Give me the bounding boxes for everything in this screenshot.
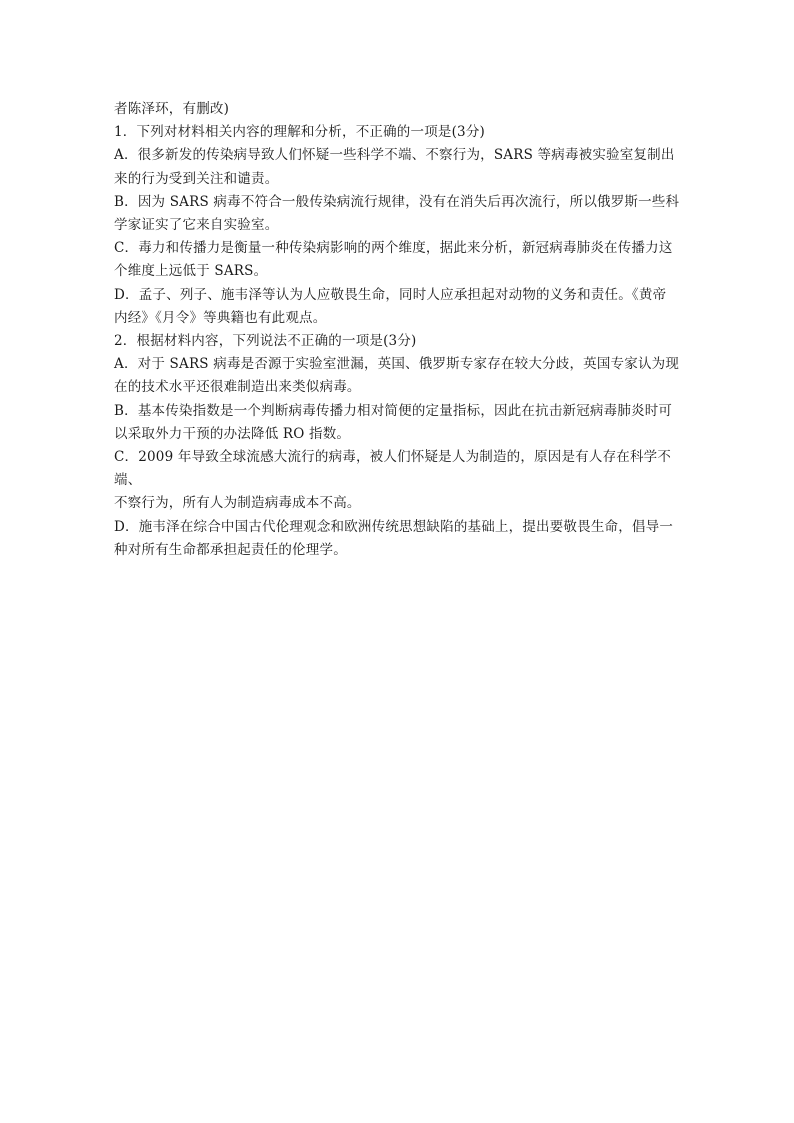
question-2 — [114, 330, 686, 562]
option-c — [114, 237, 686, 283]
option-b — [114, 400, 686, 446]
option-a — [114, 144, 686, 190]
option-b — [114, 191, 686, 237]
document-page — [114, 98, 686, 562]
question-stem: 2．根据材料内容，下列说法不正确的一项是(3分) — [114, 333, 417, 350]
option-line: 个维度上远低于 SARS。 — [114, 263, 268, 280]
option-line: D．孟子、列子、施韦泽等认为人应敬畏生命，同时人应承担起对动物的义务和责任。《黄帝 — [114, 286, 667, 303]
option-line: 来的行为受到关注和谴责。 — [114, 170, 279, 187]
option-a — [114, 353, 686, 399]
question-stem: 1．下列对材料相关内容的理解和分析，不正确的一项是(3分) — [114, 124, 486, 141]
option-line: C．毒力和传播力是衡量一种传染病影响的两个维度，据此来分析，新冠病毒肺炎在传播力这 — [114, 240, 673, 257]
intro-tail-text: 者陈泽环，有删改) — [114, 101, 230, 117]
option-d — [114, 284, 686, 330]
option-line: A．对于 SARS 病毒是否源于实验室泄漏，英国、俄罗斯专家存在较大分歧，英国专家认为现 — [114, 356, 680, 373]
option-line: B．基本传染指数是一个判断病毒传播力相对简便的定量指标，因此在抗击新冠病毒肺炎时可 — [114, 402, 673, 419]
option-line: A．很多新发的传染病导致人们怀疑一些科学不端、不察行为，SARS 等病毒被实验室复制出 — [114, 147, 675, 164]
option-line: 在的技术水平还很难制造出来类似病毒。 — [114, 379, 361, 396]
option-line: 种对所有生命都承担起责任的伦理学。 — [114, 541, 347, 558]
option-line: C．2009 年导致全球流感大流行的病毒，被人们怀疑是人为制造的，原因是有人存在科学不端、 — [114, 449, 672, 489]
question-1 — [114, 121, 686, 330]
option-c — [114, 446, 686, 516]
option-d — [114, 516, 686, 562]
option-line: 学家证实了它来自实验室。 — [114, 217, 279, 234]
option-line: 以采取外力干预的办法降低 RO 指数。 — [114, 425, 351, 442]
option-line: 不察行为，所有人为制造病毒成本不高。 — [114, 495, 361, 512]
option-line: D．施韦泽在综合中国古代伦理观念和欧洲传统思想缺陷的基础上，提出要敬畏生命，倡导一 — [114, 518, 674, 535]
option-line: 内经》《月令》等典籍也有此观点。 — [114, 309, 327, 326]
option-line: B．因为 SARS 病毒不符合一般传染病流行规律，没有在消失后再次流行，所以俄罗斯一些科 — [114, 193, 680, 210]
